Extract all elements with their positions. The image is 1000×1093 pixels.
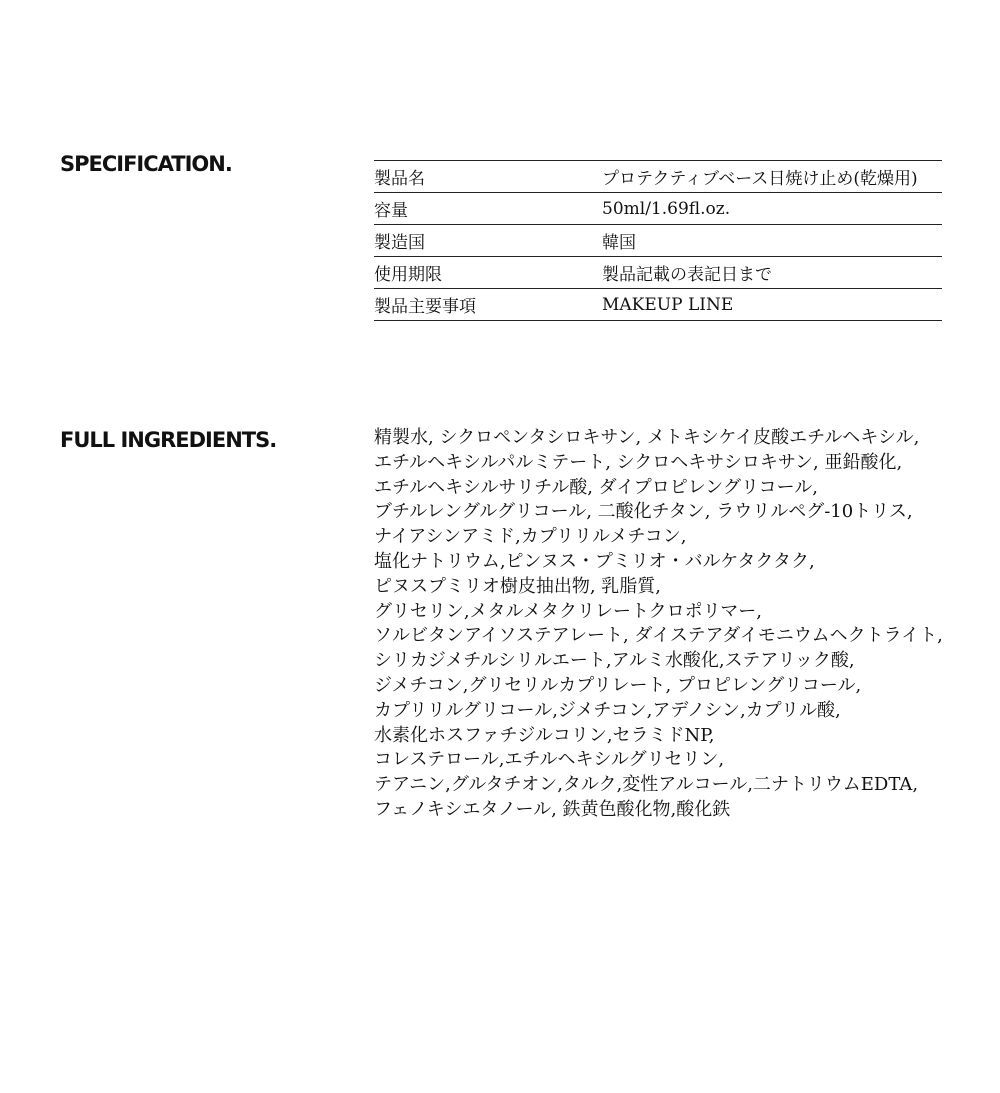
ingredient-line: フェノキシエタノール, 鉄黄色酸化物,酸化鉄 — [374, 798, 731, 820]
spec-row-main-info — [374, 289, 942, 321]
spec-row-country — [374, 225, 942, 257]
ingredients-list — [374, 426, 974, 823]
spec-row-expiry — [374, 257, 942, 289]
spec-value: 韓国 — [602, 233, 636, 253]
ingredient-line: シリカジメチルシリルエート,アルミ水酸化,ステアリック酸, — [374, 650, 855, 672]
ingredient-line: ナイアシンアミド,カプリリルメチコン, — [374, 526, 687, 548]
spec-label: 容量 — [374, 201, 408, 221]
ingredient-line: ブチルレングルグリコール, 二酸化チタン, ラウリルペグ-10トリス, — [374, 501, 913, 523]
ingredient-line: エチルヘキシルパルミテート, シクロヘキサシロキサン, 亜鉛酸化, — [374, 451, 903, 473]
ingredient-line: エチルヘキシルサリチル酸, ダイプロピレングリコール, — [374, 476, 818, 498]
specification-table — [374, 160, 942, 321]
ingredient-line: ソルビタンアイソステアレート, ダイステアダイモニウムヘクトライト, — [374, 625, 943, 647]
ingredient-line: テアニン,グルタチオン,タルク,変性アルコール,二ナトリウムEDTA, — [374, 774, 919, 796]
spec-value: MAKEUP LINE — [602, 294, 734, 315]
spec-value: 製品記載の表記日まで — [602, 265, 772, 285]
specification-heading: SPECIFICATION. — [60, 152, 232, 176]
spec-label: 製品主要事項 — [374, 297, 476, 317]
spec-value: 50ml/1.69fl.oz. — [602, 198, 731, 219]
ingredient-line: ジメチコン,グリセリルカプリレート, プロピレングリコール, — [374, 674, 862, 696]
ingredients-heading: FULL INGREDIENTS. — [60, 428, 277, 452]
ingredient-line: ピヌスプミリオ樹皮抽出物, 乳脂質, — [374, 575, 661, 597]
spec-label: 使用期限 — [374, 265, 442, 285]
spec-label: 製品名 — [374, 169, 425, 189]
ingredient-line: 精製水, シクロペンタシロキサン, メトキシケイ皮酸エチルヘキシル, — [374, 427, 920, 448]
spec-row-volume — [374, 193, 942, 225]
spec-row-product-name — [374, 161, 942, 193]
ingredient-line: カプリリルグリコール,ジメチコン,アデノシン,カプリル酸, — [374, 699, 841, 721]
spec-value: プロテクティブベース日焼け止め(乾燥用) — [602, 169, 918, 189]
ingredient-line: 水素化ホスファチジルコリン,セラミドNP, — [374, 724, 715, 746]
ingredient-line: 塩化ナトリウム,ピンヌス・プミリオ・バルケタクタク, — [374, 550, 815, 572]
spec-label: 製造国 — [374, 233, 425, 253]
ingredient-line: グリセリン,メタルメタクリレートクロポリマー, — [374, 600, 763, 622]
ingredient-line: コレステロール,エチルヘキシルグリセリン, — [374, 749, 725, 771]
